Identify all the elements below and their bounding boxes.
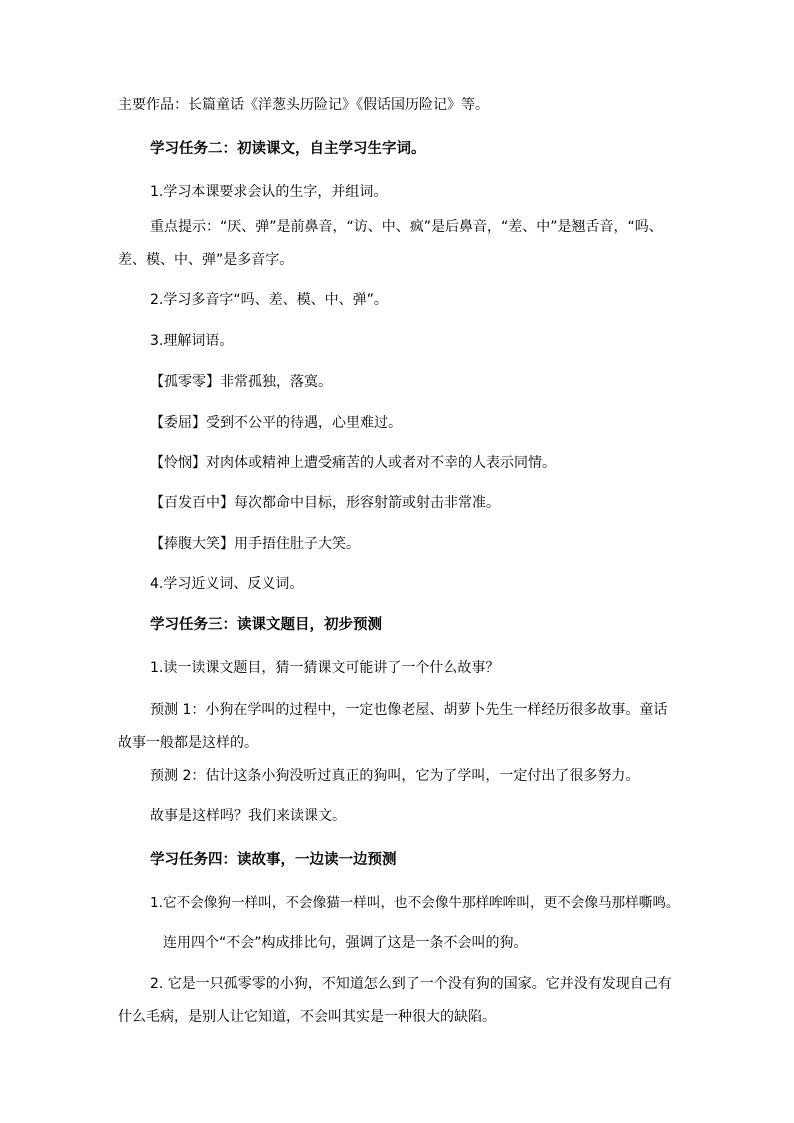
task4-note1: 连用四个“不会”构成排比句，强调了这是一条不会叫的狗。 bbox=[163, 935, 528, 951]
task2-hint: 重点提示：“厌、弹”是前鼻音，“访、中、疯”是后鼻音，“差、中”是翘舌音，“吗、差、模、中、弹”是多音字。 bbox=[118, 219, 663, 268]
task3-item1: 1.读一读课文题目，猜一猜课文可能讲了一个什么故事？ bbox=[150, 660, 500, 676]
word-entry-4: 【百发百中】每次都命中目标，形容射箭或射击非常准。 bbox=[150, 495, 500, 511]
task4-heading: 学习任务四：读故事，一边读一边预测 bbox=[150, 852, 397, 868]
task2-item3: 3.理解词语。 bbox=[150, 333, 234, 349]
task2-heading: 学习任务二：初读课文，自主学习生字词。 bbox=[150, 141, 426, 157]
story-question: 故事是这样吗？我们来读课文。 bbox=[150, 808, 346, 824]
prediction-1: 预测 1：小狗在学叫的过程中，一定也像老屋、胡萝卜先生一样经历很多故事。童话故事一般都是这样的。 bbox=[118, 702, 668, 751]
word-entry-2: 【委屈】受到不公平的待遇，心里难过。 bbox=[150, 415, 402, 431]
task3-heading: 学习任务三：读课文题目，初步预测 bbox=[150, 617, 382, 633]
word-entry-1: 【孤零零】非常孤独，落寞。 bbox=[150, 374, 332, 390]
task2-item4: 4.学习近义词、反义词。 bbox=[150, 576, 304, 592]
task4-item2: 2. 它是一只孤零零的小狗，不知道怎么到了一个没有狗的国家。它并没有发现自己有什么毛病，是别人让它知道，不会叫其实是一种很大的缺陷。 bbox=[118, 976, 672, 1025]
word-entry-3: 【怜悯】对肉体或精神上遭受痛苦的人或者对不幸的人表示同情。 bbox=[150, 455, 556, 471]
word-entry-5: 【捧腹大笑】用手捂住肚子大笑。 bbox=[150, 536, 360, 552]
prediction-2: 预测 2：估计这条小狗没听过真正的狗叫，它为了学叫，一定付出了很多努力。 bbox=[150, 768, 640, 784]
works-line: 主要作品：长篇童话《洋葱头历险记》《假话国历险记》等。 bbox=[118, 97, 489, 113]
task2-item2: 2.学习多音字“吗、差、模、中、弹”。 bbox=[150, 292, 388, 308]
task2-item1: 1.学习本课要求会认的生字，并组词。 bbox=[150, 184, 388, 200]
task4-item1: 1.它不会像狗一样叫，不会像猫一样叫，也不会像牛那样哞哞叫，更不会像马那样嘶鸣。 bbox=[150, 895, 680, 911]
